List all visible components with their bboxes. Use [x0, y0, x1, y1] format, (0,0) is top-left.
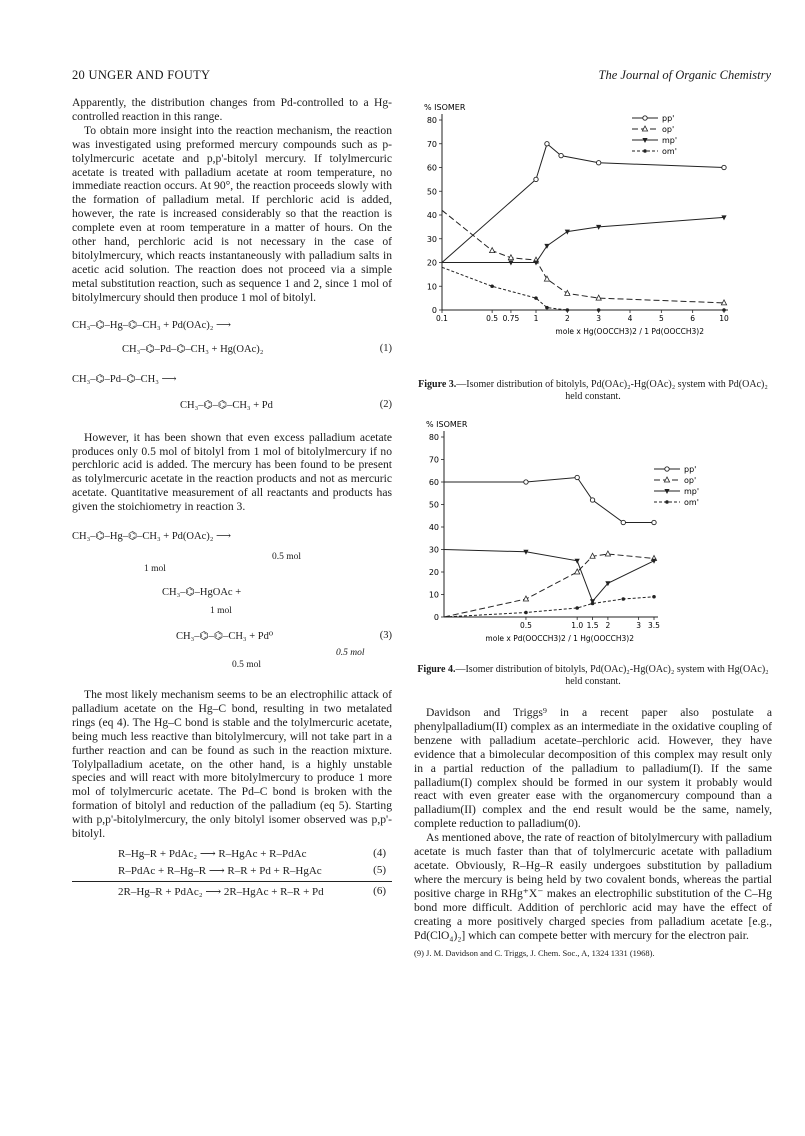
data-point	[590, 498, 594, 502]
legend-marker	[643, 149, 647, 153]
data-point	[621, 597, 625, 601]
x-axis-label: mole x Pd(OOCCH3)2 / 1 Hg(OOCCH3)2	[485, 634, 634, 643]
x-tick-label: 2	[564, 314, 570, 323]
data-point	[621, 520, 625, 524]
paragraph-3: However, it has been shown that even excess palladium acetate produces only 0.5 mol of bitolyl from 1 mol of bitolylmercury if no perchloric acid is added. The mercury has been found to be present as tolylmercuric acetate in the reaction products and not as mercuric acetate. Quantitative measurement of all reactants and products has given the stoichiometry in reaction 3.	[72, 430, 392, 514]
x-tick-label: 1.0	[571, 621, 584, 630]
scheme-1-2	[72, 313, 392, 425]
paragraph-5: Davidson and Triggs⁹ in a recent paper also postulate a phenylpalladium(II) complex as an intermediate in the oxidative coupling of benzene with palladium acetate–perchloric acid. However, they have evidence that a bimolecular decomposition of this complex may result only in a partial reduction of the palladium to palladium(I). If the same palladium(I) complex should be formed in our system it probably would react with even greater ease with the organomercury compound than a palladium(II) complex and the end result would be the same, namely, complete reduction to palladium(0).	[414, 706, 772, 831]
series-line-1	[444, 554, 654, 617]
x-tick-label: 0.5	[486, 314, 499, 323]
legend-label: mp'	[684, 487, 700, 496]
series-line-1	[442, 210, 724, 303]
x-tick-label: 4	[627, 314, 633, 323]
equations-block	[72, 847, 392, 902]
legend-marker	[643, 116, 647, 120]
legend-label: op'	[662, 125, 675, 134]
data-point	[565, 230, 570, 235]
left-column	[72, 96, 392, 902]
x-tick-label: 6	[690, 314, 696, 323]
legend-label: om'	[684, 498, 699, 507]
y-axis-label: % ISOMER	[426, 420, 468, 429]
data-point	[652, 520, 656, 524]
figure-3-label: Figure 3.	[418, 379, 457, 390]
series-line-3	[442, 267, 724, 310]
reaction-1-reactants: CH₃–⌬–Hg–⌬–CH₃ + Pd(OAc)₂ ⟶	[72, 319, 232, 331]
equation-5	[72, 864, 392, 882]
y-tick-label: 60	[426, 163, 437, 173]
reaction-3-hg-mol: 1 mol	[144, 564, 166, 575]
y-tick-label: 10	[428, 590, 439, 600]
reaction-2-products: CH₃–⌬–⌬–CH₃ + Pd	[180, 399, 273, 411]
legend-marker	[665, 500, 669, 504]
reaction-1-products: CH₃–⌬–Pd–⌬–CH₃ + Hg(OAc)₂	[122, 343, 264, 355]
running-header-journal: The Journal of Organic Chemistry	[598, 68, 771, 82]
series-line-0	[444, 478, 654, 523]
x-tick-label: 5	[658, 314, 664, 323]
data-point	[534, 296, 538, 300]
reaction-3-pd-mol: 0.5 mol	[272, 552, 302, 563]
figure-3-caption-text: —Isomer distribution of bitolyls, Pd(OAc)₂-Hg(OAc)₂ system with Pd(OAc)₂ held constant.	[456, 379, 768, 402]
y-tick-label: 80	[426, 116, 437, 125]
y-tick-label: 30	[426, 234, 437, 244]
y-tick-label: 70	[426, 139, 437, 149]
reaction-3-reactants: CH₃–⌬–Hg–⌬–CH₃ + Pd(OAc)₂ ⟶	[72, 531, 232, 543]
data-point	[597, 308, 601, 312]
legend-label: op'	[684, 476, 697, 485]
y-tick-label: 60	[428, 478, 439, 487]
data-point	[524, 480, 528, 484]
x-tick-label: 3.5	[648, 621, 660, 630]
figure-4-caption	[414, 664, 772, 688]
data-point	[545, 306, 549, 310]
data-point	[605, 551, 610, 556]
data-point	[722, 308, 726, 312]
data-point	[722, 165, 726, 169]
y-tick-label: 20	[426, 258, 437, 268]
data-point	[490, 248, 495, 253]
equation-5-text: R–PdAc + R–Hg–R ⟶ R–R + Pd + R–HgAc	[118, 865, 322, 877]
x-tick-label: 1	[533, 314, 539, 323]
equation-5-number: (5)	[373, 864, 386, 876]
figure-4-label: Figure 4.	[417, 664, 456, 675]
y-tick-label: 30	[428, 545, 439, 555]
series-line-2	[442, 217, 724, 262]
data-point	[596, 295, 601, 300]
right-column	[414, 96, 772, 958]
legend-marker	[665, 467, 669, 471]
equation-6-number: (6)	[373, 885, 386, 897]
legend-label: pp'	[662, 114, 675, 123]
x-tick-label: 3	[636, 621, 642, 630]
data-point	[534, 177, 538, 181]
data-point	[652, 595, 656, 599]
data-point	[524, 611, 528, 615]
legend-label: mp'	[662, 136, 678, 145]
y-tick-label: 0	[433, 613, 439, 622]
running-header-left: 20 UNGER AND FOUTY	[72, 68, 211, 82]
reaction-3-product-2: CH₃–⌬–⌬–CH₃ + Pd⁰	[176, 631, 274, 643]
equation-6	[72, 885, 392, 902]
data-point	[591, 602, 595, 606]
data-point	[575, 559, 580, 564]
x-tick-label: 3	[596, 314, 602, 323]
reaction-1-number: (1)	[379, 342, 392, 354]
paragraph-2: To obtain more insight into the reaction mechanism, the reaction was investigated using preformed mercury compounds such as p-tolylmercuric acetate and p,p'-bitolyl mercury. If tolylmercuric acetate is treated with palladium acetate at room temperature, no immediate reaction occurs. At 90°, the reaction proceeds slowly with the formation of palladium metal. If perchloric acid is added, however, the rate is increased considerably so that the reaction is complete even at room temperature in a matter of hours. On the other hand, perchloric acid is not necessary in the case of bitolylmercury, which reacts instantaneously with palladium salts in acetic acid solution. The reaction does not proceed via a simple metal substitution reaction, such as sequence 1 and 2, since 1 mol of bitolylmercury should then produce 1 mol of bitolyl.	[72, 123, 392, 304]
legend-label: om'	[662, 147, 677, 156]
data-point	[575, 475, 579, 479]
figure-4-caption-text: —Isomer distribution of bitolyls, Pd(OAc)₂-Hg(OAc)₂ system with Hg(OAc)₂ held constant.	[455, 664, 769, 687]
legend-label: pp'	[684, 465, 697, 474]
reaction-3-pd0-mol: 0.5 mol	[336, 648, 365, 659]
data-point	[545, 142, 549, 146]
y-tick-label: 50	[426, 187, 437, 197]
data-point	[565, 290, 570, 295]
data-point	[566, 308, 570, 312]
equation-4	[72, 847, 392, 864]
y-tick-label: 20	[428, 568, 439, 577]
x-tick-label: 0.5	[519, 621, 532, 630]
equation-4-text: R–Hg–R + PdAc₂ ⟶ R–HgAc + R–PdAc	[118, 848, 307, 860]
reaction-3-product-1: CH₃–⌬–HgOAc +	[162, 587, 242, 599]
y-axis-label: % ISOMER	[424, 103, 466, 112]
series-line-2	[444, 550, 654, 602]
y-tick-label: 0	[431, 306, 437, 315]
footnote-9: (9) J. M. Davidson and C. Triggs, J. Chem. Soc., A, 1324 1331 (1968).	[414, 948, 655, 959]
x-tick-label: 10	[719, 314, 729, 323]
equation-6-text: 2R–Hg–R + PdAc₂ ⟶ 2R–HgAc + R–R + Pd	[118, 886, 324, 898]
data-point	[559, 153, 563, 157]
x-tick-label: 2	[605, 621, 611, 630]
y-tick-label: 40	[426, 211, 437, 220]
figure-3-chart	[414, 96, 772, 370]
paragraph-4: The most likely mechanism seems to be an electrophilic attack of palladium acetate on the Hg–C bond, resulting in two metalated rings (eq 4). The Hg–C bond is stable and the tolylmercuric acetate, being much less reactive than bitolylmercury, will not take part in a further reaction and can be found as such in the reaction mixture. Tolylpalladium acetate, on the other hand, is a highly unstable species and will react with more bitolylmercury to produce 1 more mol of tolylmercuric acetate. The Pd–C bond is broken with the formation of bitolyl and reduction of the palladium (eq 5). Starting with p,p'-bitolylmercury, the only bitolyl isomer observed was p,p'-bitolyl.	[72, 688, 392, 841]
reaction-2-reactants: CH₃–⌬–Pd–⌬–CH₃ ⟶	[72, 373, 177, 385]
reaction-3-product-2-mol: 0.5 mol	[232, 660, 262, 671]
x-tick-label: 0.75	[502, 314, 520, 323]
data-point	[575, 606, 579, 610]
y-tick-label: 50	[428, 500, 439, 510]
y-tick-label: 10	[426, 282, 437, 292]
x-axis-label: mole x Hg(OOCCH3)2 / 1 Pd(OOCCH3)2	[555, 327, 704, 336]
figure-3-caption	[414, 379, 772, 403]
paragraph-1: Apparently, the distribution changes from Pd-controlled to a Hg-controlled reaction in this range.	[72, 96, 392, 123]
data-point	[490, 284, 494, 288]
reaction-3-number: (3)	[379, 630, 392, 642]
paragraph-6: As mentioned above, the rate of reaction of bitolylmercury with palladium acetate is much faster than that of tolylmercuric acetate with palladium acetate. Obviously, R–Hg–R easily undergoes substitution by palladium where the mercury is being held by two covalent bonds, whereas the partial positive charge in RHg⁺X⁻ makes an electrophilic substitution of the C–Hg bond more difficult. Addition of perchloric acid may have the effect of creating a more positively charged species from palladium acetate [e.g., Pd(ClO₄)₂] which can compete better with mercury for the electron pair.	[414, 831, 772, 942]
y-tick-label: 70	[428, 455, 439, 465]
equation-4-number: (4)	[373, 847, 386, 859]
y-tick-label: 40	[428, 523, 439, 532]
data-point	[596, 161, 600, 165]
y-tick-label: 80	[428, 433, 439, 442]
x-tick-label: 1.5	[586, 621, 599, 630]
scheme-3	[72, 526, 392, 684]
reaction-2-number: (2)	[379, 398, 392, 410]
reaction-3-product-1-mol: 1 mol	[210, 606, 232, 617]
x-tick-label: 0.1	[436, 314, 448, 323]
figure-4-chart	[414, 409, 772, 655]
